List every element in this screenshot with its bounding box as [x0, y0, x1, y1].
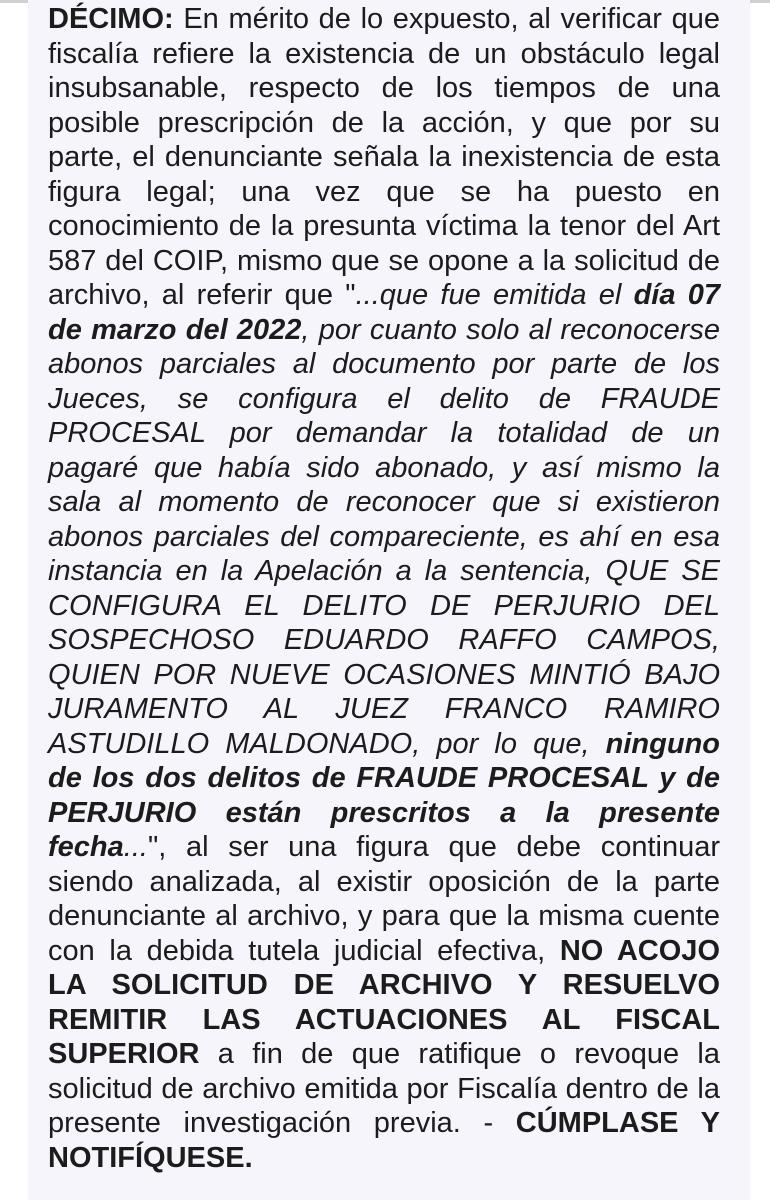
paragraph-text: En mérito de lo expuesto, al verificar que fiscalía refiere la existencia de un obstáculo legal insubsanable, respecto de los tiempos de una posible prescripción de la acción, y que por su parte, el denunciante señala la inexistencia de esta figura legal; una vez que se ha puesto en conocimiento de la presunta víctima la tenor del Art 587 del COIP, mismo que se opone a la solicitud de archivo, al referir que " — [48, 3, 720, 311]
quote-text: ...que fue emitida el — [355, 279, 634, 311]
quote-date-emphasis: día 07 de marzo del 2022 — [48, 279, 720, 346]
resolution-emphasis: NO ACOJO LA SOLICITUD DE ARCHIVO Y RESUELVO REMITIR LAS ACTUACIONES AL FISCAL SUPERIOR — [48, 934, 720, 1070]
closing-order: CÚMPLASE Y NOTIFÍQUESE. — [48, 1107, 720, 1174]
quote-ellipsis: ... — [123, 831, 148, 863]
paragraph-text-continued: ", al ser una figura que debe continuar siendo analizada, al existir oposición de la parte denunciante al archivo, y para que la misma cuente con la debida tutela judicial efectiva, — [48, 831, 720, 967]
quote-conclusion-emphasis: ninguno de los dos delitos de FRAUDE PROCESAL y de PERJURIO están prescritos a la presente fecha — [48, 727, 720, 863]
paragraph-text-final: a fin de que ratifique o revoque la solicitud de archivo emitida por Fiscalía dentro de la presente investigación previa. - — [48, 1038, 720, 1139]
quote-text-continued: , por cuanto solo al reconocerse abonos parciales al documento por parte de los Jueces, se configura el delito de FRAUDE PROCESAL por demandar la totalidad de un pagaré que había sido abonado, y así mismo la sala al momento de reconocer que si existieron abonos parciales del compareciente, es ahí en esa instancia en la Apelación a la sentencia, QUE SE CONFIGURA EL DELITO DE PERJURIO DEL SOSPECHOSO EDUARDO RAFFO CAMPOS, QUIEN POR NUEVE OCASIONES MINTIÓ BAJO JURAMENTO AL JUEZ FRANCO RAMIRO ASTUDILLO MALDONADO, por lo que, — [48, 313, 721, 760]
section-heading: DÉCIMO: — [48, 3, 174, 35]
decimo-paragraph — [48, 2, 720, 1175]
